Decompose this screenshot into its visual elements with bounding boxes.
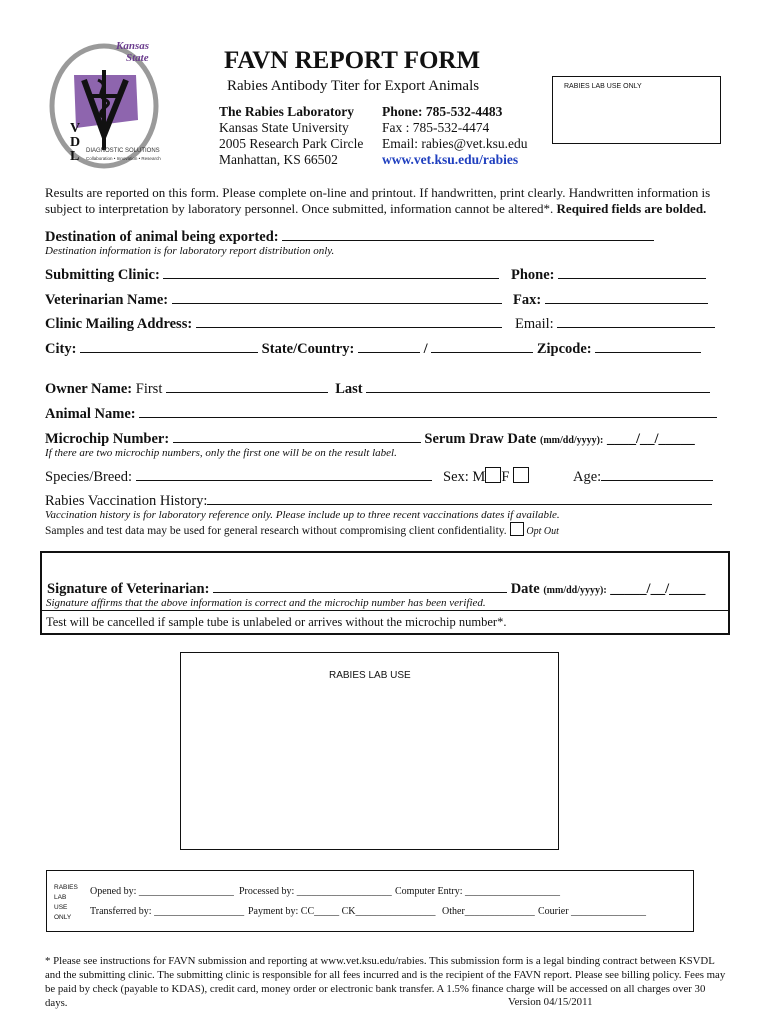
clinic-phone-label: Phone: [511, 267, 555, 283]
destination-field[interactable] [282, 227, 654, 241]
zip-field[interactable] [595, 339, 701, 353]
logo-letter-v: V [70, 121, 81, 136]
address-line-3: Manhattan, KS 66502 [219, 152, 338, 167]
microchip-row [45, 429, 695, 448]
destination-note: Destination information is for laboratory report distribution only. [45, 245, 335, 257]
computer-entry: Computer Entry: ___________________ [395, 886, 560, 897]
species-row [45, 467, 432, 486]
mailing-field[interactable] [196, 314, 502, 328]
serum-label: Serum Draw Date [424, 431, 537, 447]
city-row [45, 339, 701, 358]
sex-m-label: M [472, 469, 486, 485]
logo-brand-top: Kansas [116, 40, 150, 52]
samples-row [45, 522, 559, 537]
lab-phone: Phone: 785-532-4483 [382, 104, 503, 119]
version-label: Version 04/15/2011 [508, 996, 593, 1008]
transferred-by: Transferred by: __________________ [90, 906, 245, 917]
vaccination-field[interactable] [207, 491, 712, 505]
clinic-phone-field[interactable] [558, 265, 706, 279]
opt-out-label: Opt Out [526, 526, 559, 537]
country-field[interactable] [431, 339, 533, 353]
footer-line-1: * Please see instructions for FAVN submission and reporting at www.vet.ksu.edu/rabies. This submission form is a legal binding contract between KSVDL [45, 955, 715, 967]
required-note: Required fields are bolded. [556, 201, 707, 216]
sex-f-label: F [501, 469, 510, 485]
state-country-slash: / [423, 341, 428, 357]
courier: Courier _______________ [538, 906, 647, 917]
destination-row [45, 227, 654, 246]
footer-line-3: be paid by check (payable to KDAS), credit card, money order or electronic bank transfer. A 1.5% finance charge will be accessed on all charges over 30 [45, 983, 706, 995]
clinic-email-label: Email: [515, 316, 554, 332]
logo-letter-d: D [70, 135, 81, 150]
processed-by: Processed by: ___________________ [239, 886, 392, 897]
opened-by: Opened by: ___________________ [90, 886, 234, 897]
vaccination-row [45, 491, 712, 510]
city-field[interactable] [80, 339, 258, 353]
owner-first-label: First [135, 381, 163, 397]
vet-row [45, 290, 502, 309]
clinic-phone-row [511, 265, 706, 284]
footer-line-4: days. [45, 997, 68, 1009]
sex-row [443, 467, 529, 486]
species-field[interactable] [136, 467, 432, 481]
lab-fax: Fax : 785-532-4474 [382, 120, 490, 135]
vaccination-note: Vaccination history is for laboratory reference only. Please include up to three recent vaccinations dates if available. [45, 509, 560, 521]
clinic-fax-row [513, 290, 708, 309]
side-label-line-2: LAB [54, 894, 67, 901]
vet-label: Veterinarian Name: [45, 292, 169, 308]
animal-row [45, 404, 717, 423]
destination-label: Destination of animal being exported: [45, 229, 279, 245]
logo-tagline: DIAGNOSTIC SOLUTIONS [86, 148, 160, 154]
payment-other: Other______________ [442, 906, 535, 917]
page-title: FAVN REPORT FORM [224, 47, 481, 74]
rabies-lab-use-box [180, 652, 559, 850]
footer-notes [45, 954, 725, 1010]
serum-date-field[interactable]: ____/__/_____ [606, 431, 695, 447]
side-label-line-1: RABIES [54, 884, 78, 891]
vet-field[interactable] [172, 290, 502, 304]
intro-text [45, 185, 710, 217]
intro-line-2: subject to interpretation by laboratory personnel. Once submitted, information cannot be altered*. [45, 201, 554, 216]
signature-affirm-note: Signature affirms that the above information is correct and the microchip number has been verified. [46, 597, 486, 609]
zip-label: Zipcode: [536, 341, 592, 357]
address-line-1: Kansas State University [219, 120, 349, 135]
owner-first-field[interactable] [166, 379, 328, 393]
signature-date-label: Date [510, 581, 540, 597]
species-label: Species/Breed: [45, 469, 132, 485]
logo-letter-l: L [70, 149, 80, 164]
microchip-label: Microchip Number: [45, 431, 170, 447]
sex-m-checkbox[interactable] [485, 467, 501, 483]
rabies-lab-use-title: RABIES LAB USE [329, 670, 411, 681]
age-row [573, 467, 713, 486]
signature-section [40, 551, 730, 635]
signature-date-field[interactable]: _____/__/_____ [610, 581, 706, 597]
sex-f-checkbox[interactable] [513, 467, 529, 483]
intro-line-1: Results are reported on this form. Please complete on-line and printout. If handwritten, print clearly. Handwritten information is [45, 185, 711, 200]
lab-address [219, 104, 363, 168]
page-subtitle: Rabies Antibody Titer for Export Animals [227, 78, 480, 94]
vaccination-label: Rabies Vaccination History: [45, 493, 208, 509]
clinic-row [45, 265, 499, 284]
sex-label: Sex: [443, 469, 469, 485]
signature-divider [42, 610, 728, 611]
age-label: Age: [573, 469, 602, 485]
clinic-email-row [515, 314, 715, 333]
mailing-label: Clinic Mailing Address: [45, 316, 193, 332]
clinic-field[interactable] [163, 265, 499, 279]
signature-field[interactable] [213, 579, 507, 593]
signature-label: Signature of Veterinarian: [47, 581, 210, 597]
side-label-line-4: ONLY [54, 914, 72, 921]
lab-use-only-box [552, 76, 721, 144]
animal-field[interactable] [139, 404, 717, 418]
microchip-field[interactable] [173, 429, 421, 443]
payment-by: Payment by: CC_____ CK________________ [248, 906, 436, 917]
serum-date-format: (mm/dd/yyyy): [540, 435, 604, 446]
footer-line-2: and the submitting clinic. The submitting clinic is responsible for all fees incurred and is the recipient of the FAVN report. Please see billing policy. Fees may [45, 969, 726, 981]
city-label: City: [45, 341, 77, 357]
clinic-label: Submitting Clinic: [45, 267, 160, 283]
address-line-2: 2005 Research Park Circle [219, 136, 364, 151]
age-field[interactable] [601, 467, 713, 481]
cancel-note: Test will be cancelled if sample tube is unlabeled or arrives without the microchip number*. [46, 615, 507, 629]
state-field[interactable] [358, 339, 420, 353]
lab-contact [382, 104, 528, 168]
lab-only-side-label [54, 883, 78, 923]
animal-label: Animal Name: [45, 406, 136, 422]
clinic-fax-label: Fax: [513, 292, 542, 308]
clinic-email-field[interactable] [557, 314, 715, 328]
mailing-row [45, 314, 502, 333]
opt-out-checkbox[interactable] [510, 522, 524, 536]
side-label-line-3: USE [54, 904, 68, 911]
lab-tracking-box [46, 870, 694, 932]
signature-row [47, 579, 705, 598]
lab-use-only-label: RABIES LAB USE ONLY [564, 83, 642, 90]
lab-website-link[interactable]: www.vet.ksu.edu/rabies [382, 152, 519, 167]
signature-date-format: (mm/dd/yyyy): [543, 585, 607, 596]
logo-subtagline: Collaboration • Innovation • Research [86, 156, 161, 161]
logo-brand-bottom: State [126, 52, 149, 64]
state-label: State/Country: [261, 341, 355, 357]
owner-last-field[interactable] [366, 379, 710, 393]
lab-email: Email: rabies@vet.ksu.edu [382, 136, 528, 151]
owner-last-label: Last [335, 381, 363, 397]
microchip-note: If there are two microchip numbers, only the first one will be on the result label. [45, 447, 397, 459]
owner-label: Owner Name: [45, 381, 133, 397]
samples-note: Samples and test data may be used for general research without compromising client confidentiality. [45, 525, 507, 537]
lab-name: The Rabies Laboratory [219, 104, 354, 119]
owner-row [45, 379, 710, 398]
vdl-logo [46, 40, 164, 172]
clinic-fax-field[interactable] [545, 290, 708, 304]
